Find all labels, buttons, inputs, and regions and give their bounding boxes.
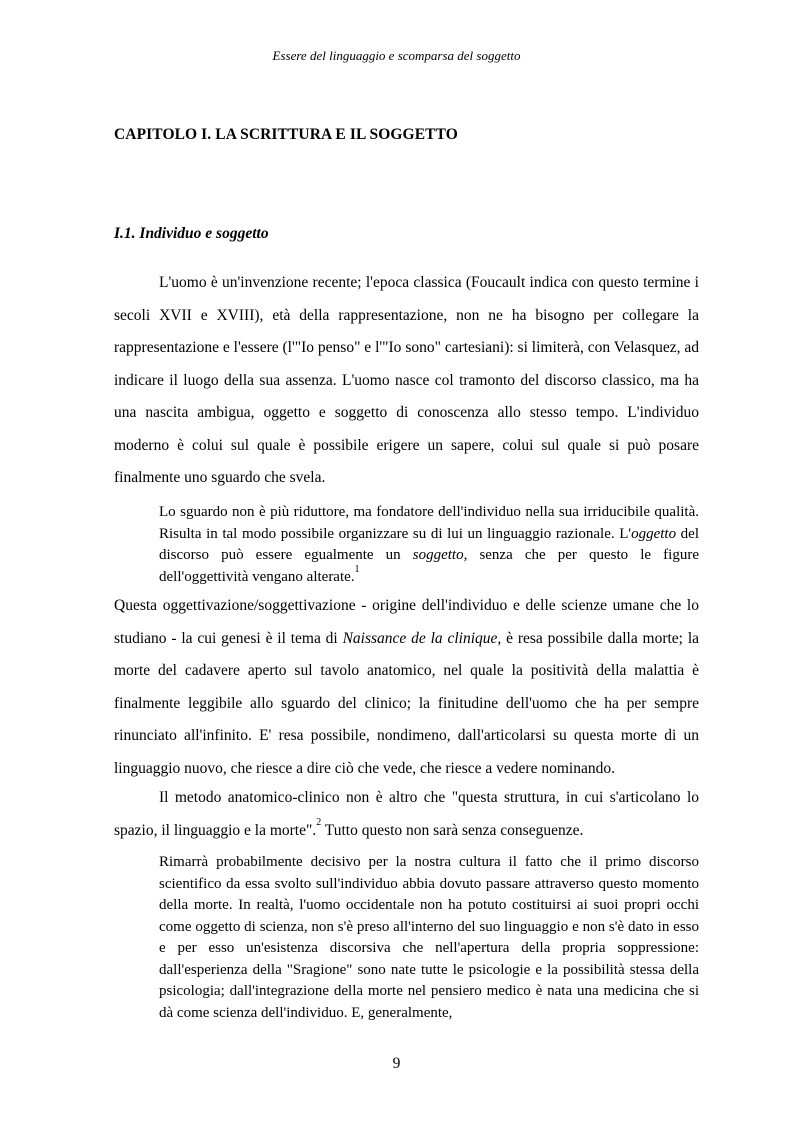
paragraph2-text-1: Questa oggettivazione/soggettivazione - origine dell'individuo e delle scienze umane che lo studiano - la cui genesi è il tema di [114, 597, 699, 647]
section-title: I.1. Individuo e soggetto [114, 225, 269, 242]
chapter-title: CAPITOLO I. LA SCRITTURA E IL SOGGETTO [114, 126, 458, 143]
quote1-emphasis-oggetto: oggetto [631, 525, 677, 542]
footnote-ref-2[interactable]: 2 [316, 816, 322, 828]
quote1-emphasis-soggetto: soggetto [412, 547, 464, 563]
block-quote-2: Rimarrà probabilmente decisivo per la nostra cultura il fatto che il primo discorso scientifico da essa svolto sull'individuo abbia dovuto passare attraverso questo momento della morte. In realtà, l'uomo occidentale non ha potuto costituirsi ai suoi propri occhi come oggetto di scienza, non s'è preso all'interno del suo linguaggio e non s'è dato in esso e per esso un'esistenza discorsiva che nell'apertura della propria soppressione: dall'esperienza della "Sragione" sono nate tutte le psicologie e la possibilità stessa della psicologia; dall'integrazione della morte nel pensiero medico è nata una medicina che si dà come scienza dell'individuo. E, generalmente, [159, 854, 699, 1021]
paragraph-3 [114, 782, 699, 847]
paragraph2-book-title: Naissance de la clinique, [342, 629, 502, 647]
page-number: 9 [392, 1055, 401, 1072]
paragraph2-text-2: è resa possibile dalla morte; la morte del cadavere aperto sul tavolo anatomico, nel quale la positività della malattia è finalmente leggibile allo sguardo del clinico; la finitudine dell'uomo che ha per sempre rinunciato all'infinito. E' resa possibile, nondimeno, dall'articolarsi su questa morte di un linguaggio nuovo, che riesce a dire ciò che vede, che riesce a vedere nominando. [114, 629, 700, 777]
quote1-text-3: , senza che per questo le figure dell'oggettività vengano alterate. [159, 547, 699, 585]
quote1-text-1: Lo sguardo non è più riduttore, ma fondatore dell'individuo nella sua irriducibile qualità. Risulta in tal modo possibile organizzare su di lui un linguaggio razionale. L' [159, 504, 699, 542]
footnote-ref-1[interactable]: 1 [354, 563, 360, 575]
paragraph-2 [114, 590, 699, 785]
paragraph3-text-2: Tutto questo non sarà senza conseguenze. [321, 821, 584, 839]
quote1-text-2: del discorso può essere egualmente un [159, 525, 699, 563]
running-header: Essere del linguaggio e scomparsa del soggetto [272, 48, 521, 63]
paragraph3-text-1: Il metodo anatomico-clinico non è altro che "questa struttura, in cui s'articolano lo spazio, il linguaggio e la morte". [114, 789, 699, 839]
paragraph-1: L'uomo è un'invenzione recente; l'epoca classica (Foucault indica con questo termine i secoli XVII e XVIII), età della rappresentazione, non ne ha bisogno per collegare la rappresentazione e l'essere (l'"Io penso" e l'"Io sono" cartesiani): si limiterà, con Velasquez, ad indicare il luogo della sua assenza. L'uomo nasce col tramonto del discorso classico, ma ha una nascita ambigua, oggetto e soggetto di conoscenza allo stesso tempo. L'individuo moderno è colui sul quale è possibile erigere un sapere, colui sul quale si può posare finalmente uno sguardo che svela. [114, 274, 699, 486]
block-quote-1 [159, 502, 699, 588]
